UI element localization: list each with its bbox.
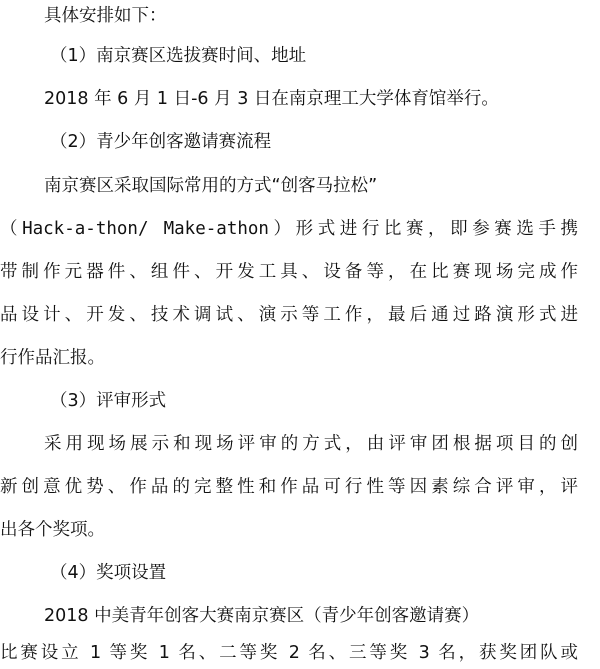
paragraph-line: （Hack-a-thon/ Make-athon）形式进行比赛，即参赛选手携: [0, 219, 578, 239]
section-heading-4: （4）奖项设置: [50, 563, 167, 583]
paragraph-line: 品设计、开发、技术调试、演示等工作，最后通过路演形式进: [0, 305, 578, 325]
paragraph-line: 南京赛区采取国际常用的方式“创客马拉松”: [44, 176, 378, 196]
paragraph-line: 比赛设立 1 等奖 1 名、二等奖 2 名、三等奖 3 名，获奖团队或: [0, 643, 578, 663]
paragraph-line: 带制作元器件、组件、开发工具、设备等，在比赛现场完成作: [0, 262, 578, 282]
section-heading-3: （3）评审形式: [50, 391, 167, 411]
section-heading-2: （2）青少年创客邀请赛流程: [50, 132, 272, 152]
section-heading-1: （1）南京赛区选拔赛时间、地址: [50, 46, 307, 66]
paragraph-line: 新创意优势、作品的完整性和作品可行性等因素综合评审，评: [0, 477, 578, 497]
paragraph-line: 采用现场展示和现场评审的方式，由评审团根据项目的创: [44, 434, 578, 454]
paragraph-line: 2018 年 6 月 1 日-6 月 3 日在南京理工大学体育馆举行。: [44, 89, 499, 109]
paragraph-intro: 具体安排如下：: [44, 6, 167, 26]
paragraph-line: 行作品汇报。: [0, 348, 105, 368]
paragraph-line: 出各个奖项。: [0, 520, 105, 540]
paragraph-line: 2018 中美青年创客大赛南京赛区（青少年创客邀请赛）: [44, 606, 480, 626]
